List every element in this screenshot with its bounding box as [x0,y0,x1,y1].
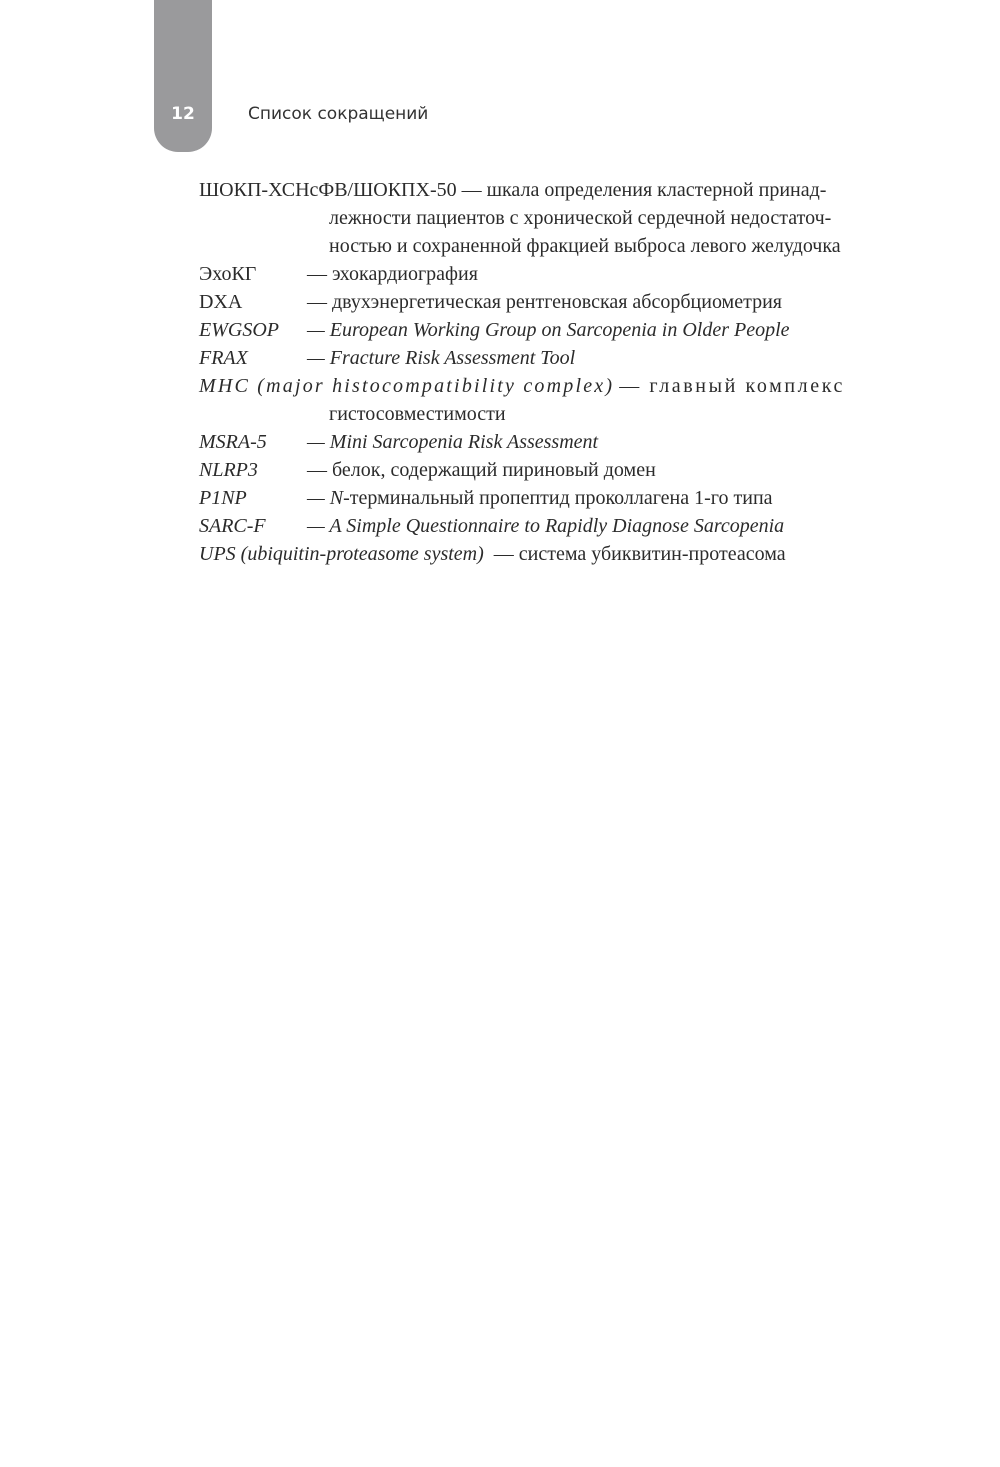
abbreviation-definition: — система убиквитин-протеасома [493,543,786,565]
entry-continuation: гистосовместимости [329,403,506,425]
abbreviation-definition [307,484,773,512]
list-item [199,288,905,316]
abbreviation-term: MHC (major histocompatibility complex) [199,375,615,397]
abbreviation-term: MSRA-5 [199,431,267,453]
list-item [199,372,905,428]
abbreviation-term: SARC-F [199,515,266,537]
list-item [199,484,905,512]
list-item [199,540,905,568]
abbreviation-definition: — белок, содержащий пириновый домен [307,459,656,481]
abbreviation-term: DXA [199,291,243,313]
list-item [199,456,905,484]
abbreviation-list [199,176,905,568]
running-title: Список сокращений [248,104,429,124]
abbreviation-term: P1NP [199,487,247,509]
abbreviation-term: FRAX [199,347,248,369]
list-item [199,316,905,344]
abbreviation-definition: — Mini Sarcopenia Risk Assessment [307,431,599,453]
abbreviation-definition: — двухэнергетическая рентгеновская абсорбциометрия [307,291,782,313]
list-item [199,344,905,372]
definition-text: -терминальный пропептид проколлагена 1-го типа [343,487,773,509]
abbreviation-term: ЭхоКГ [199,263,257,285]
list-item [199,260,905,288]
entry-continuation: лежности пациентов с хронической сердечной недостаточ- [329,207,832,229]
abbreviation-term: NLRP3 [199,459,258,481]
abbreviation-definition: — Fracture Risk Assessment Tool [307,347,576,369]
entry-line: ШОКП-ХСНсФВ/ШОКПХ-50 — шкала определения кластерной принад- [199,179,827,201]
list-item [199,176,905,260]
abbreviation-term: EWGSOP [199,319,279,341]
list-item [199,428,905,456]
page-number: 12 [171,104,195,124]
entry-continuation: ностью и сохраненной фракцией выброса левого желудочка [329,235,841,257]
list-item [199,512,905,540]
abbreviation-definition: — A Simple Questionnaire to Rapidly Diagnose Sarcopenia [307,515,785,537]
abbreviation-term: UPS (ubiquitin-proteasome system) [199,543,484,565]
abbreviation-definition: — European Working Group on Sarcopenia in Older People [307,319,790,341]
abbreviation-definition: — главный комплекс [619,375,845,397]
page-number-tab [154,0,212,152]
abbreviation-definition: — эхокардиография [307,263,478,285]
definition-italic-prefix: — N [307,487,344,509]
